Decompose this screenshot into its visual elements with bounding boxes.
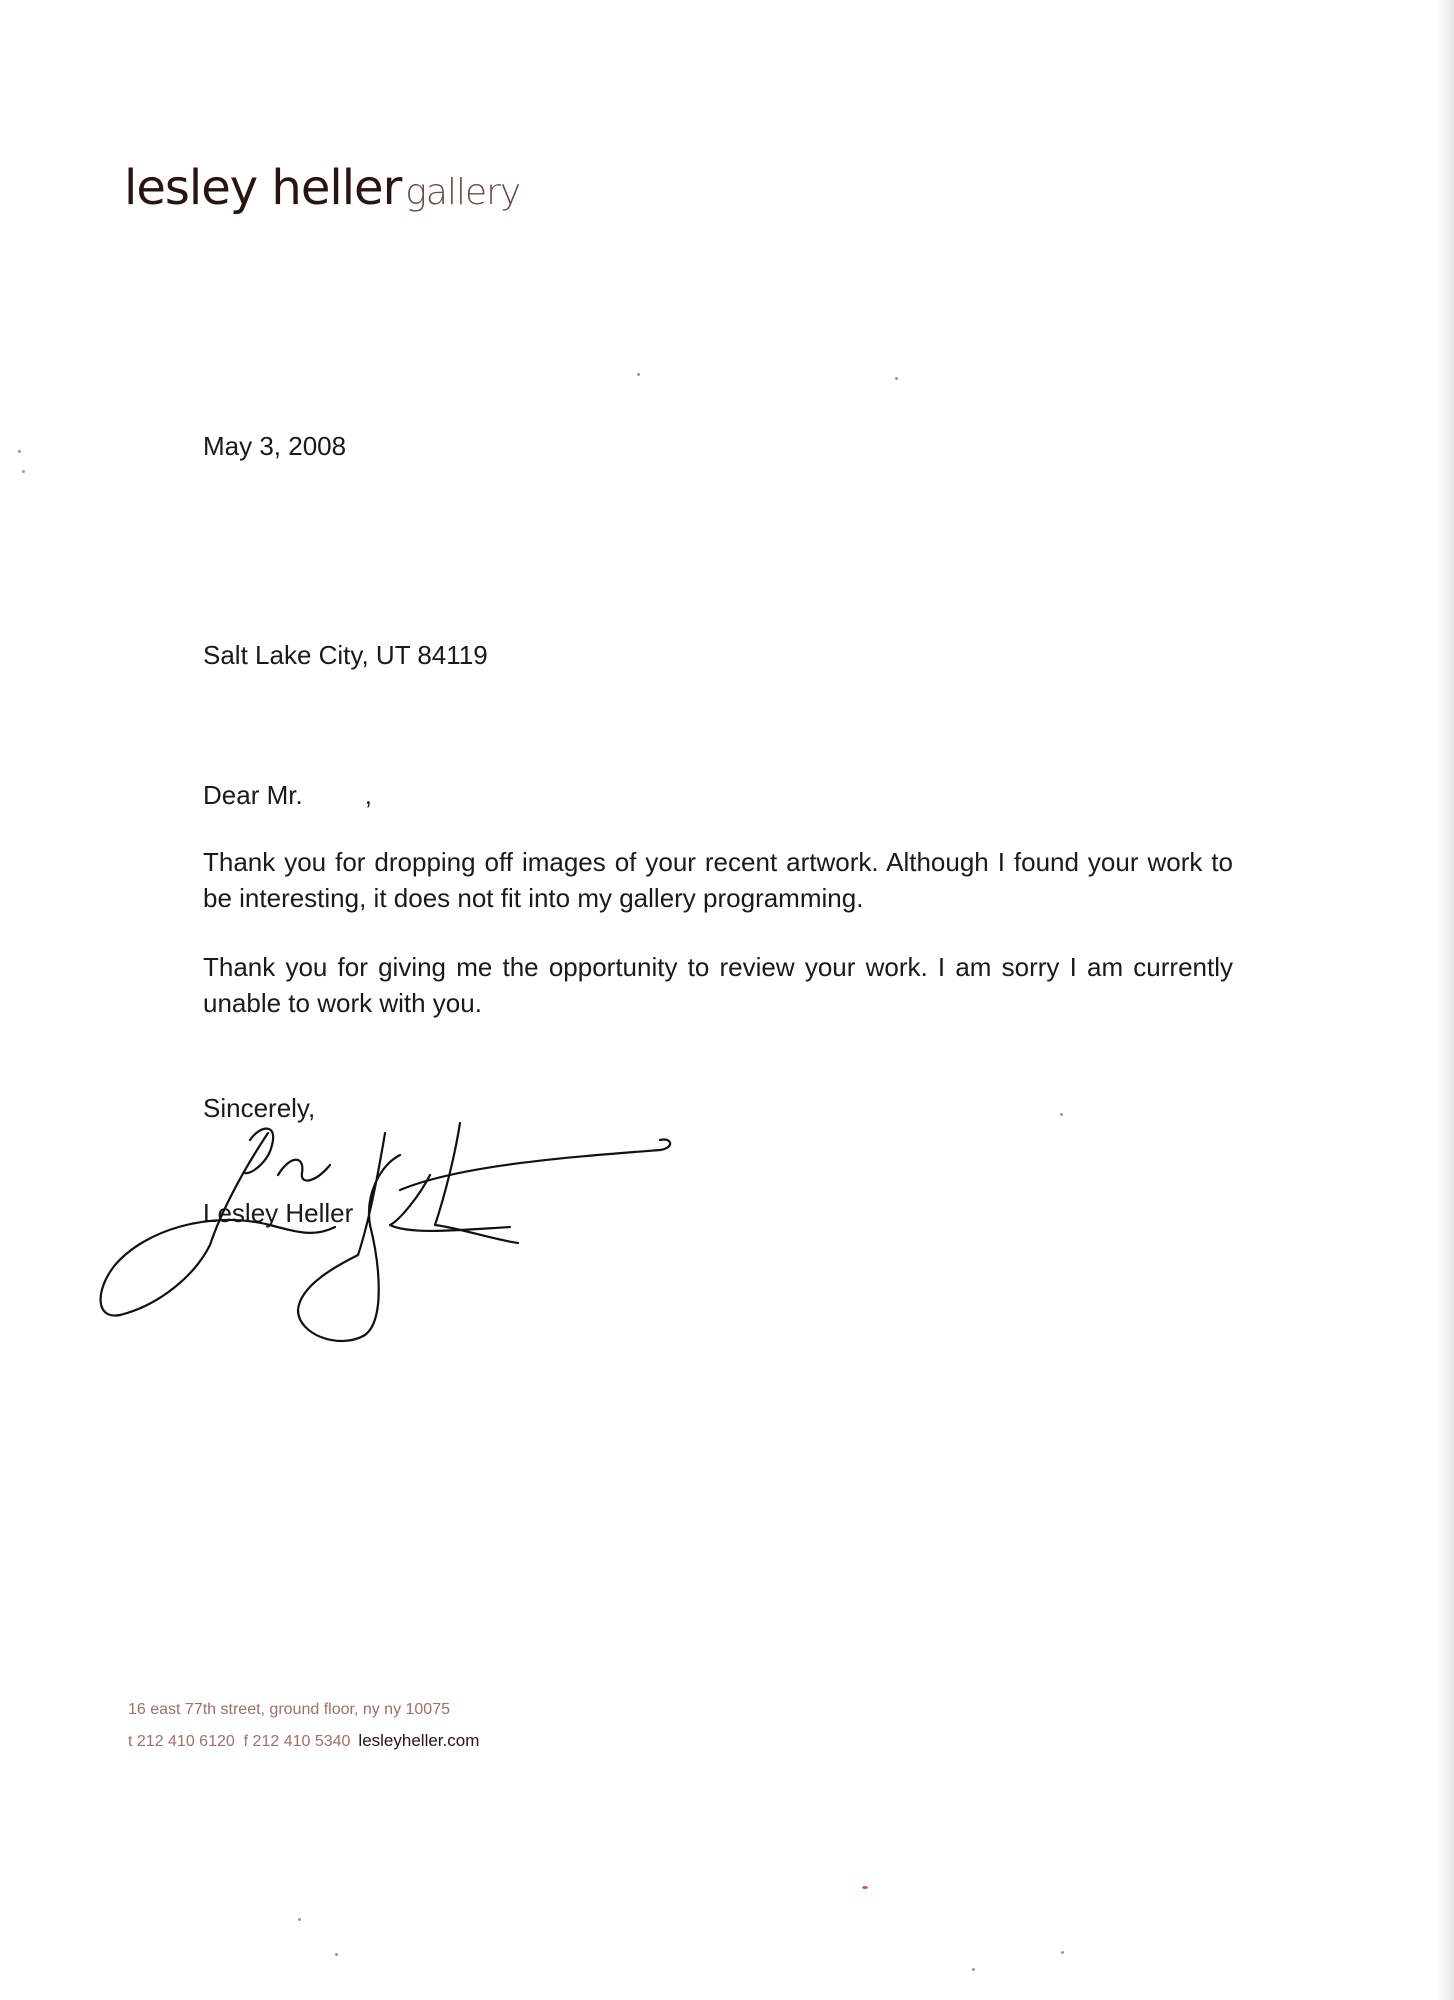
footer-phone-line xyxy=(128,1725,479,1757)
footer-website: lesleyheller.com xyxy=(358,1731,480,1750)
scan-speck xyxy=(637,373,640,376)
letterhead-name: lesley heller xyxy=(124,160,402,216)
scan-speck xyxy=(1061,1951,1064,1954)
signer-name: Lesley Heller xyxy=(203,1198,354,1228)
scan-speck xyxy=(298,1918,301,1921)
scan-speck xyxy=(22,470,25,473)
footer-phone: t 212 410 6120 xyxy=(128,1733,235,1750)
scan-speck xyxy=(335,1953,338,1956)
scan-speck xyxy=(1060,1113,1063,1116)
salutation-suffix: , xyxy=(364,780,372,810)
recipient-address: Salt Lake City, UT 84119 xyxy=(203,640,488,670)
closing: Sincerely, xyxy=(203,1093,316,1123)
letter-date: May 3, 2008 xyxy=(203,431,347,461)
footer-fax: f 212 410 5340 xyxy=(243,1733,351,1750)
handwritten-signature xyxy=(100,1115,680,1345)
footer-address: 16 east 77th street, ground floor, ny ny 10075 xyxy=(128,1701,450,1718)
scanned-page-edge xyxy=(1436,0,1454,2000)
body-paragraph-2: Thank you for giving me the opportunity to review your work. I am sorry I am currently unable to work with you. xyxy=(203,952,1233,1018)
salutation xyxy=(203,777,372,813)
letterhead-suffix: gallery xyxy=(405,172,521,213)
letterhead-logo xyxy=(124,160,520,216)
salutation-prefix: Dear Mr. xyxy=(203,780,303,810)
body-paragraph-1: Thank you for dropping off images of your recent artwork. Although I found your work to be interesting, it does not fit into my gallery programming. xyxy=(203,847,1233,913)
scan-speck xyxy=(972,1968,975,1971)
scan-speck xyxy=(862,1886,868,1889)
scan-speck xyxy=(895,377,898,380)
footer-contact xyxy=(128,1694,479,1757)
scan-speck xyxy=(18,450,21,453)
